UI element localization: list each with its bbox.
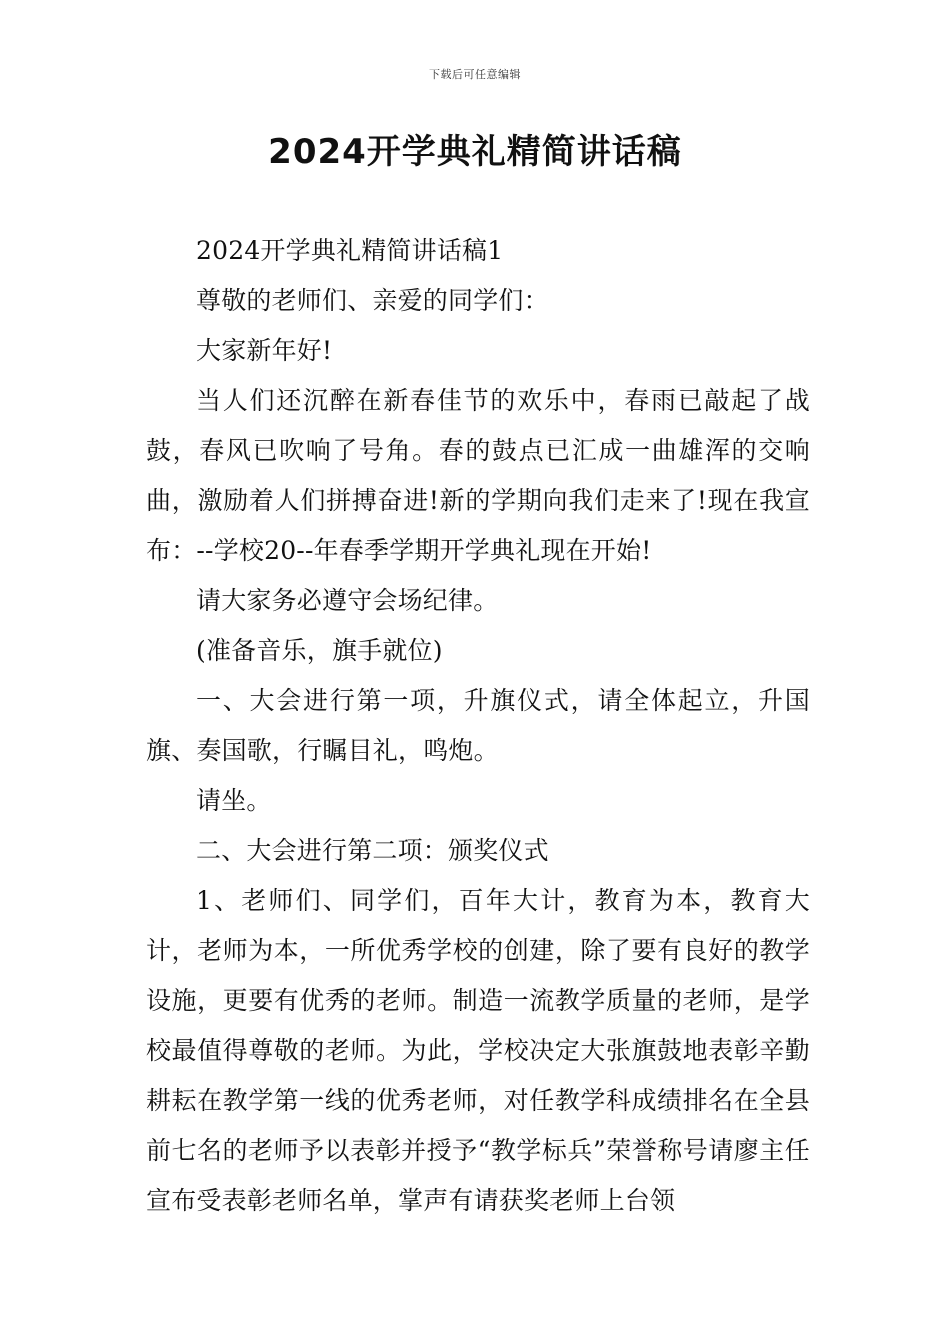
- stage-direction: (准备音乐，旗手就位): [196, 636, 443, 665]
- section-heading: 2024开学典礼精简讲话稿1: [196, 236, 504, 265]
- greeting: 大家新年好!: [196, 336, 333, 365]
- discipline-notice: 请大家务必遵守会场纪律。: [196, 586, 499, 615]
- salutation: 尊敬的老师们、亲爱的同学们：: [196, 286, 549, 315]
- opening-paragraph: 当人们还沉醉在新春佳节的欢乐中，春雨已敲起了战鼓，春风已吹响了号角。春的鼓点已汇成一曲雄浑的交响曲，激励着人们拼搏奋进!新的学期向我们走来了!现在我宣布：--学校20--年春季学期开学典礼现在开始!: [146, 386, 810, 565]
- agenda-item-awards: 二、大会进行第二项：颁奖仪式: [196, 836, 549, 865]
- agenda-item-flag-raising: 一、大会进行第一项，升旗仪式，请全体起立，升国旗、奏国歌，行瞩目礼，鸣炮。: [146, 686, 810, 765]
- sit-down-instruction: 请坐。: [196, 786, 272, 815]
- header-note: 下载后可任意编辑: [429, 68, 521, 81]
- document-body: [146, 226, 810, 1226]
- awards-paragraph: 1、老师们、同学们，百年大计，教育为本，教育大计，老师为本，一所优秀学校的创建，除了要有良好的教学设施，更要有优秀的老师。制造一流教学质量的老师，是学校最值得尊敬的老师。为此，学校决定大张旗鼓地表彰辛勤耕耘在教学第一线的优秀老师，对任教学科成绩排名在全县前七名的老师予以表彰并授予“教学标兵”荣誉称号请廖主任宣布受表彰老师名单，掌声有请获奖老师上台领: [146, 886, 810, 1215]
- document-title: 2024开学典礼精简讲话稿: [268, 132, 682, 172]
